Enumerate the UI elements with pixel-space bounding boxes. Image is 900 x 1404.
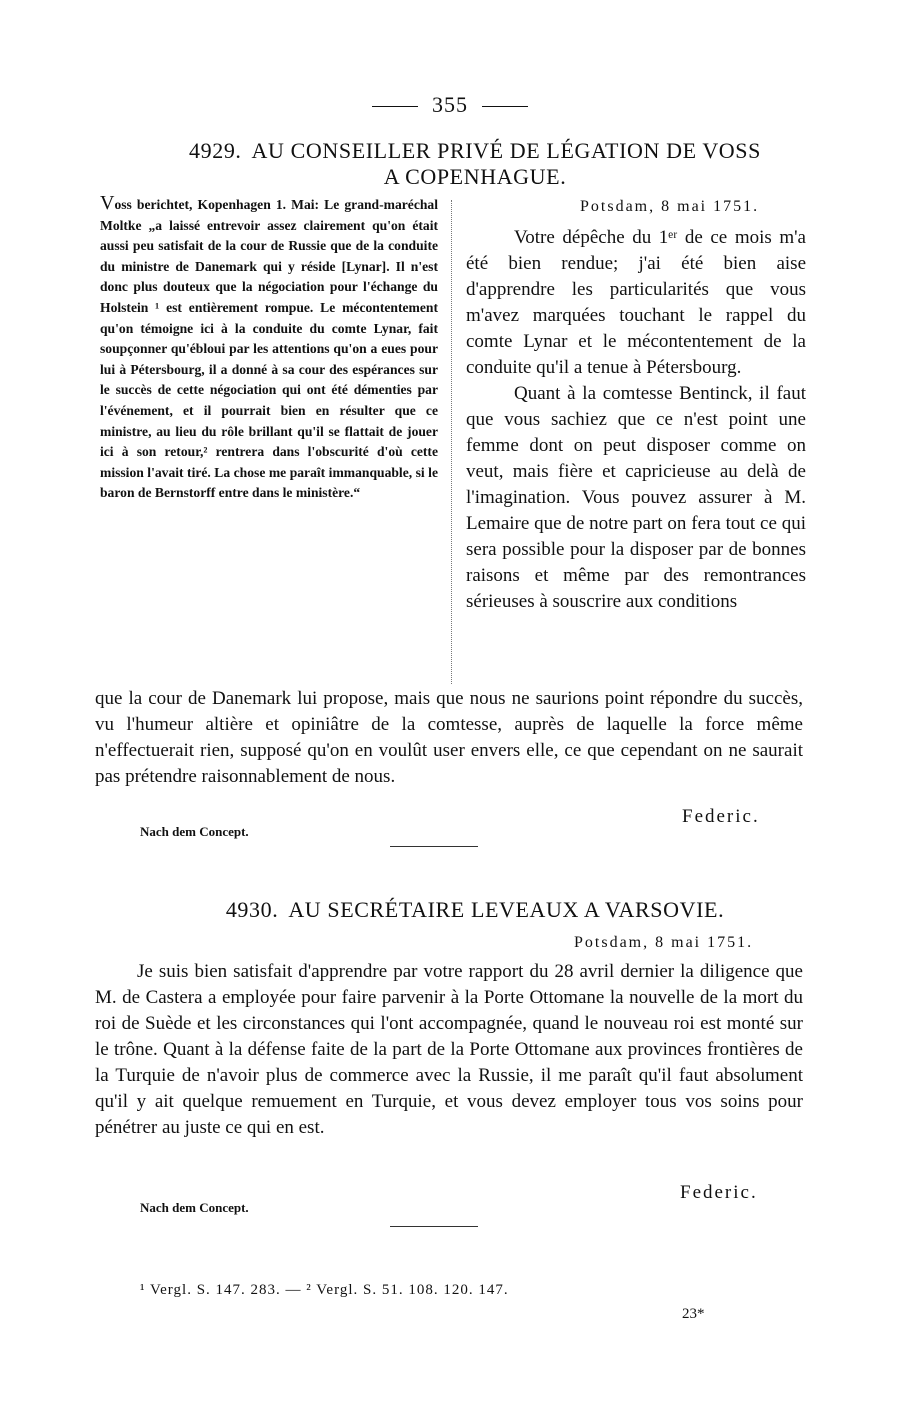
- letter-1-summary: [100, 193, 438, 504]
- column-divider: [451, 200, 452, 684]
- letter-2-source-note: Nach dem Concept.: [140, 1200, 249, 1215]
- header-dash-left: [372, 106, 418, 107]
- letter-1-signature: Federic.: [682, 806, 760, 827]
- letter-2-signature: Federic.: [680, 1182, 758, 1203]
- summary-head: oss berichtet, Kopenhagen 1. Mai:: [114, 197, 320, 212]
- letter-1-date: Potsdam, 8 mai 1751.: [580, 198, 760, 215]
- page-header: [0, 92, 900, 118]
- end-separator-rule: [390, 1226, 478, 1227]
- letter-2-title-line1: AU SECRÉTAIRE LEVEAUX A VARSOVIE.: [288, 897, 725, 922]
- letter-1-title: [95, 138, 855, 190]
- letter-2-body: Je suis bien satisfait d'apprendre par votre rapport du 28 avril dernier la diligence que M. de Castera a employée pour faire parvenir à la Porte Ottomane la nouvelle de la mort du roi de Suède et les circonstances qui l'ont accompagnée, quand le nouveau roi est monté sur le trône. Quant à la défense faite de la part de la Porte Ottomane aux provinces frontières de la Turquie de n'avoir plus de commerce avec la Russie, il me paraît qu'il faut absolument qu'il y ait quelque remuement en Turquie, et vous devez employer tous vos soins pour pénétrer au juste ce qui en est.: [95, 961, 803, 1138]
- signature-mark: 23*: [682, 1306, 705, 1322]
- letter-1-title-line1: AU CONSEILLER PRIVÉ DE LÉGATION DE VOSS: [251, 138, 761, 163]
- header-dash-right: [482, 106, 528, 107]
- letter-2-title: [95, 897, 855, 923]
- letter-1-source-note: Nach dem Concept.: [140, 824, 249, 839]
- letter-1-paragraph-2-column: Quant à la comtesse Bentinck, il faut que vous sachiez que ce n'est point une femme dont on peut disposer comme on veut, mais fière et capricieuse au delà de l'imagination. Vous pouvez assurer à M. Lemaire que de notre part on fera tout ce qui sera possible pour la disposer par de bonnes raisons et même par des remontrances sérieuses à souscrire aux conditions: [466, 383, 806, 612]
- letter-1-number: 4929.: [189, 138, 242, 163]
- letter-2-date: Potsdam, 8 mai 1751.: [574, 934, 754, 951]
- summary-lead-letter: V: [100, 192, 115, 214]
- footnotes: ¹ Vergl. S. 147. 283. — ² Vergl. S. 51. 108. 120. 147.: [140, 1282, 509, 1298]
- letter-1-right-column: [466, 225, 806, 615]
- letter-1-paragraph-1: Votre dépêche du 1ᵉʳ de ce mois m'a été bien rendue; j'ai été bien aise d'apprendre les particularités que vous m'avez marquées touchant le rappel du comte Lynar et le mécontentement de la conduite qu'il a tenue à Pétersbourg.: [466, 227, 806, 378]
- page-number: 355: [432, 92, 468, 117]
- letter-1-title-line2: A COPENHAGUE.: [383, 164, 567, 189]
- summary-body: Le grand-maréchal Moltke „a laissé entrevoir assez clairement qu'on était aussi peu satisfait de la cour de Russie que de la conduite du ministre de Danemark qui y réside [Lynar]. Il n'est donc plus douteux que la négociation pour l'échange du Holstein ¹ est entièrement rompue. Le mécontentement qu'on témoigne ici à la conduite du comte Lynar, fait soupçonner qu'ébloui par les attentions qu'on a eues pour lui à Pétersbourg, il a donné à sa cour des espérances sur le succès de cette négociation qui ont été démenties par l'événement, et il pourrait bien en résulter que ce ministre, au lieu du rôle brillant qu'il se flattait de jouer ici à son retour,² rentrera dans l'obscurité d'où cette mission l'avait tiré. La chose me paraît immanquable, si le baron de Bernstorff entre dans le ministère.“: [100, 197, 438, 501]
- letter-1-paragraph-2-full: que la cour de Danemark lui propose, mais que nous ne saurions point répondre du succès, vu l'humeur altière et opiniâtre de la comtesse, auprès de laquelle la force même n'effectuerait rien, supposé qu'on en voulût user envers elle, ce que cependant on ne saurait pas prétendre raisonnablement de nous.: [95, 688, 803, 787]
- letter-separator-rule: [390, 846, 478, 847]
- letter-2-number: 4930.: [225, 897, 279, 922]
